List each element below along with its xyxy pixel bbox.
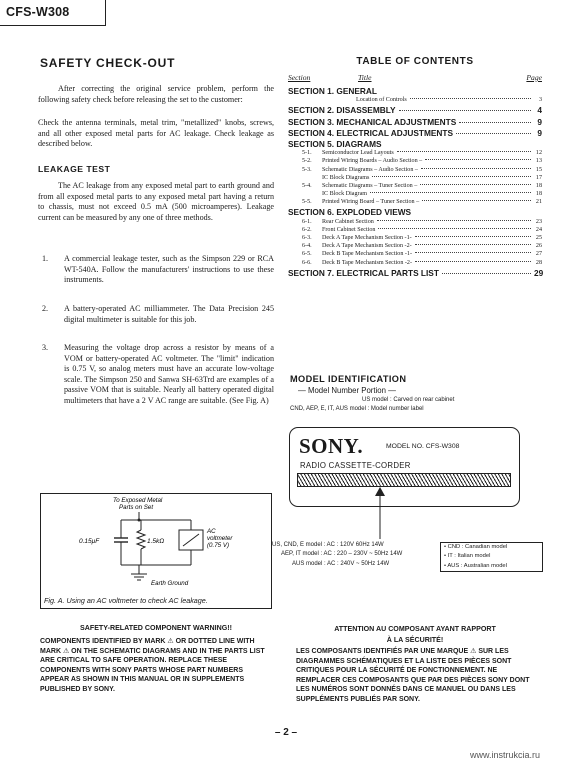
toc-leader-dots — [410, 98, 531, 99]
toc-page-number: 23 — [535, 218, 542, 225]
toc-col-page: Page — [526, 73, 542, 82]
figure-caption: Fig. A. Using an AC voltmeter to check AC leakage. — [44, 596, 208, 605]
region-legend — [440, 542, 543, 572]
toc-entry-title: SECTION 3. MECHANICAL ADJUSTMENTS — [288, 116, 457, 127]
toc-entry-title: SECTION 5. DIAGRAMS — [288, 138, 382, 149]
toc-subsection-row — [288, 235, 542, 243]
method-item-3 — [42, 343, 274, 407]
toc-entry-title: SECTION 4. ELECTRICAL ADJUSTMENTS — [288, 127, 454, 138]
toc-leader-dots — [415, 236, 531, 237]
toc-entry-title: IC Block Diagram — [322, 191, 368, 198]
toc-page-number: 18 — [535, 191, 542, 198]
toc-subsection-row — [288, 183, 542, 191]
toc-subsection-row — [288, 219, 542, 227]
toc-entry-title: Deck A Tape Mechanism Section -1- — [322, 235, 412, 241]
method-text: Measuring the voltage drop across a resistor by means of a VOM or battery-operated AC voltmeter. The "limit" indication is 0.75 V, so analog meters must have an accurate low-voltage scale. The Simpson 250 and Sanwa SH-63Trd are examples of a passive VOM that is suitable. Nearly all battery operated digital multimeters that have a 2 V AC range are suitable. (See Fig. A) — [64, 343, 274, 405]
toc-entry-title: SECTION 1. GENERAL — [288, 86, 377, 96]
toc-subsection-row — [288, 191, 542, 199]
toc-entry-title: Rear Cabinet Section — [322, 218, 374, 225]
meter-label-1: AC — [207, 528, 216, 535]
toc-subsection-row — [288, 167, 542, 175]
toc-entry-title: Printed Wiring Board – Tuner Section – — [322, 199, 420, 206]
toc-page-number: 25 — [535, 235, 542, 241]
toc-entry-title: Location of Controls — [356, 97, 407, 104]
toc-column-headers — [288, 73, 542, 83]
resistor-label: 1.5kΩ — [147, 538, 165, 545]
toc-subsection-row — [288, 227, 542, 235]
toc-leader-dots — [459, 122, 531, 123]
method-text: A battery-operated AC milliammeter. The Data Precision 245 digital multimeter is suitable for this job. — [64, 304, 274, 324]
leakage-text: The AC leakage from any exposed metal part to earth ground and from all exposed metal parts to any exposed metal part having a return to chassis, must not exceed 0.5 mA (500 microamperes). Leakage current can be measured by any one of three methods. — [38, 181, 274, 222]
toc-entry-title: Deck B Tape Mechanism Section -1- — [322, 251, 412, 258]
sony-logo: SONY. — [299, 434, 364, 458]
toc-leader-dots — [415, 244, 531, 245]
toc-page-number: 3 — [538, 97, 542, 104]
toc-leader-dots — [420, 184, 531, 185]
toc-page-number: 21 — [535, 199, 542, 206]
toc-page-number: 17 — [535, 174, 542, 181]
toc-page-number: 18 — [535, 182, 542, 189]
model-id-us-note: US model : Carved on rear cabinet — [362, 397, 455, 403]
toc-section-row — [288, 105, 542, 116]
attention-title-line-2: À LA SÉCURITÉ! — [386, 635, 444, 644]
product-name: RADIO CASSETTE-CORDER — [300, 461, 411, 470]
toc-page-number: 26 — [535, 243, 542, 250]
capacitor-label: 0.15μF — [79, 538, 100, 545]
toc-leader-dots — [397, 151, 531, 152]
toc-leader-dots — [377, 220, 531, 221]
leakage-title: LEAKAGE TEST — [38, 164, 111, 174]
toc-entry-title: Deck B Tape Mechanism Section -2- — [322, 259, 412, 266]
toc-page-number: 28 — [535, 259, 542, 266]
toc-leader-dots — [421, 168, 531, 169]
model-number-area-hatch — [297, 473, 511, 487]
page-number: – 2 – — [274, 727, 298, 738]
toc-page-number: 13 — [535, 158, 542, 165]
toc-section-row — [288, 117, 542, 128]
toc-entry-title: IC Block Diagrams — [322, 174, 370, 181]
toc-title: TABLE OF CONTENTS — [356, 56, 474, 67]
toc-subsection-row — [288, 175, 542, 183]
spec-line-3: AUS model : AC : 240V ~ 50Hz 14W — [292, 561, 390, 567]
meter-label-2: voltmeter — [207, 535, 233, 542]
method-text: A commercial leakage tester, such as the Simpson 229 or RCA WT-540A. Follow the manufacturers' instructions to use these instruments. — [64, 254, 274, 285]
toc-leader-dots — [415, 252, 531, 253]
toc-section-number: 6-2. — [302, 226, 312, 233]
toc-section-row — [288, 207, 542, 218]
toc-section-number: 5-4. — [302, 182, 312, 189]
toc-page-number: 4 — [537, 105, 542, 116]
method-item-2 — [42, 304, 274, 325]
toc-entry-title: Front Cabinet Section — [322, 226, 376, 233]
toc-entry-title: SECTION 2. DISASSEMBLY — [288, 105, 396, 116]
method-item-1 — [42, 254, 274, 286]
toc-leader-dots — [425, 159, 531, 160]
safety-title: SAFETY CHECK-OUT — [40, 56, 176, 70]
model-id-title: MODEL IDENTIFICATION — [290, 374, 407, 384]
toc-section-row — [288, 128, 542, 139]
toc-section-number: 6-1. — [302, 218, 312, 225]
toc-entry-title: Semiconductor Lead Layouts — [322, 150, 394, 157]
model-id-subtitle: — Model Number Portion — — [298, 386, 396, 395]
attention-body: LES COMPOSANTS IDENTIFIÉS PAR UNE MARQUE ⚠ SUR LES DIAGRAMMES SCHÉMATIQUES ET LA LISTE DES PIÈCES SONT CRITIQUES POUR LA SÉCURITÉ DE FONCTIONNEMENT. NE REMPLACER CES COMPOSANTS QUE PAR DES PIÈCES SONY DONT LES NUMÉROS SONT DONNÉS DANS CE MANUEL OU DANS LES SUPPLÉMENTS PUBLIÉS PAR SONY. — [296, 648, 530, 703]
toc-leader-dots — [442, 273, 531, 274]
toc-subsection-row — [288, 251, 542, 259]
toc-section-number: 5-3. — [302, 166, 312, 173]
toc-page-number: 27 — [535, 251, 542, 258]
top-label-2: Parts on Set — [119, 504, 154, 511]
toc-entry-title: Schematic Diagrams – Audio Section – — [322, 166, 418, 173]
ground-label: Earth Ground — [151, 580, 189, 587]
safety-intro: After correcting the original service problem, perform the following safety check before releasing the set to the customer: — [38, 84, 274, 104]
legend-item: • AUS : Australian model — [444, 562, 507, 569]
method-number: 2. — [42, 304, 49, 313]
toc-entry-title: SECTION 6. EXPLODED VIEWS — [288, 207, 412, 218]
toc-page-number: 9 — [537, 116, 542, 127]
toc-entry-title: Deck A Tape Mechanism Section -2- — [322, 243, 412, 250]
toc-col-title: Title — [358, 73, 372, 82]
toc-subsection-row — [288, 97, 542, 105]
toc-entry-title: Printed Wiring Boards – Audio Section – — [322, 158, 423, 165]
safety-check: Check the antenna terminals, metal trim, "metallized" knobs, screws, and all other exposed metal parts for AC leakage. Check leakage as described below. — [38, 118, 274, 149]
toc-subsection-row — [288, 260, 542, 268]
spec-line-2: AEP, IT model : AC : 220 – 230V ~ 50Hz 14W — [281, 551, 403, 557]
warning-body: COMPONENTS IDENTIFIED BY MARK ⚠ OR DOTTED LINE WITH MARK ⚠ ON THE SCHEMATIC DIAGRAMS AND IN THE PARTS LIST ARE CRITICAL TO SAFE OPERATION. REPLACE THESE COMPONENTS WITH SONY PARTS WHOSE PART NUMBERS APPEAR AS SHOWN IN THIS MANUAL OR IN SUPPLEMENTS PUBLISHED BY SONY. — [40, 638, 265, 693]
leakage-circuit-diagram — [41, 494, 273, 610]
model-id-cnd-note: CND, AEP, E, IT, AUS model : Model number label — [290, 406, 424, 412]
legend-item: • CND : Canadian model — [444, 544, 508, 550]
toc-section-number: 6-4. — [302, 243, 312, 250]
legend-item: • IT : Italian model — [444, 553, 491, 560]
toc-leader-dots — [378, 228, 531, 229]
toc-page-number: 15 — [535, 166, 542, 173]
toc-section-number: 6-5. — [302, 251, 312, 258]
toc-section-number: 5-5. — [302, 199, 312, 206]
attention-title — [288, 624, 542, 645]
spec-line-1: US, CND, E model : AC : 120V 60Hz 14W — [272, 542, 384, 548]
toc-page-number: 29 — [534, 267, 544, 278]
model-number-text: MODEL NO. CFS-W308 — [386, 443, 460, 450]
toc-section-row — [288, 139, 542, 150]
method-number: 3. — [42, 343, 49, 352]
figure-a — [40, 493, 272, 609]
toc-leader-dots — [399, 110, 531, 111]
toc-page-number: 9 — [537, 127, 542, 138]
method-number: 1. — [42, 254, 49, 263]
watermark: www.instrukcia.ru — [470, 750, 541, 760]
toc-leader-dots — [422, 200, 531, 201]
toc-leader-dots — [456, 133, 531, 134]
meter-label-3: (0.75 V) — [207, 542, 230, 549]
toc-subsection-row — [288, 158, 542, 166]
toc-section-number: 6-6. — [302, 259, 312, 266]
toc-subsection-row — [288, 150, 542, 158]
toc-page-number: 24 — [535, 226, 542, 233]
warning-title: SAFETY-RELATED COMPONENT WARNING!! — [80, 624, 232, 632]
toc-leader-dots — [415, 261, 531, 262]
toc-list — [288, 86, 542, 279]
toc-section-number: 5-2. — [302, 158, 312, 165]
toc-subsection-row — [288, 199, 542, 207]
toc-entry-title: Schematic Diagrams – Tuner Section – — [322, 182, 418, 189]
toc-entry-title: SECTION 7. ELECTRICAL PARTS LIST — [288, 267, 439, 278]
toc-leader-dots — [370, 192, 531, 193]
model-tab: CFS-W308 — [0, 0, 106, 26]
toc-subsection-row — [288, 243, 542, 251]
toc-section-number: 5-1. — [302, 150, 312, 157]
toc-page-number: 12 — [535, 150, 542, 157]
toc-section-row — [288, 268, 542, 279]
top-label-1: To Exposed Metal — [113, 497, 163, 504]
toc-leader-dots — [372, 176, 531, 177]
pointer-arrow — [370, 487, 390, 539]
toc-section-row — [288, 86, 542, 97]
toc-col-section: Section — [288, 73, 311, 82]
toc-section-number: 6-3. — [302, 235, 312, 241]
attention-title-line-1: ATTENTION AU COMPOSANT AYANT RAPPORT — [334, 625, 496, 633]
